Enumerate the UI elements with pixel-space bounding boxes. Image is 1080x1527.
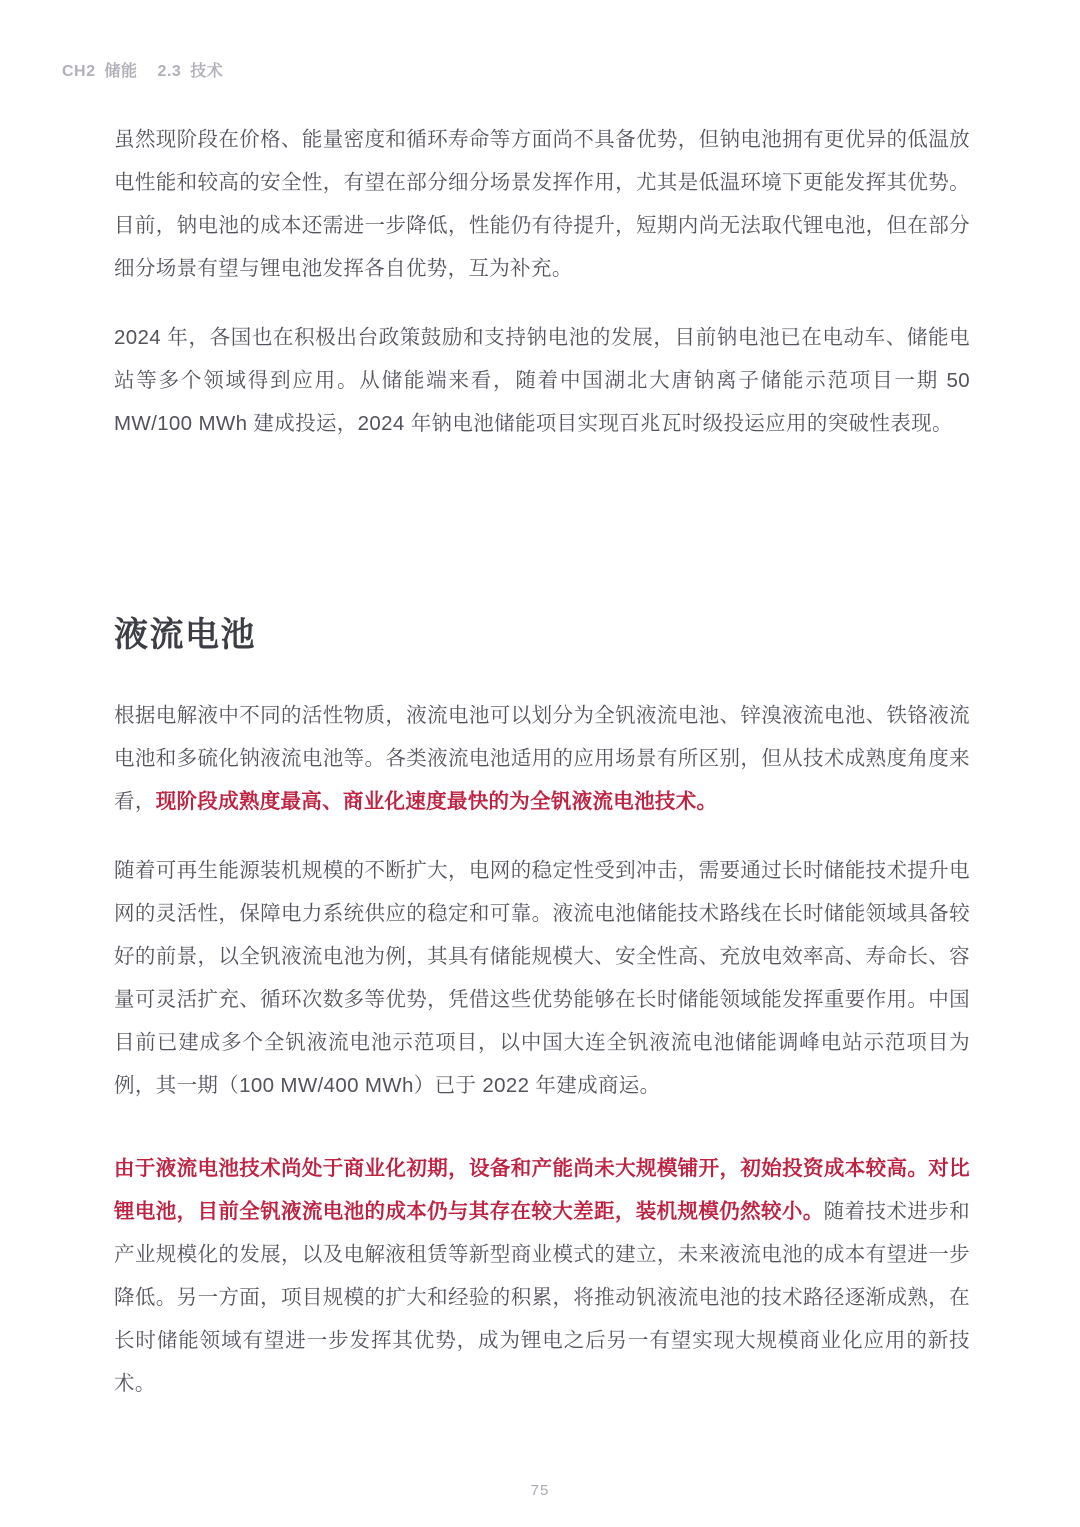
highlight-cost-gap: 由于液流电池技术尚处于商业化初期，设备和产能尚未大规模铺开，初始投资成本较高。对比锂电池，目前全钒液流电池的成本仍与其存在较大差距，装机规模仍然较小。	[114, 1156, 970, 1223]
page-title: 液流电池	[114, 616, 256, 654]
paragraph-sodium-2024-policy: 2024 年，各国也在积极出台政策鼓励和支持钠电池的发展，目前钠电池已在电动车、储能电站等多个领域得到应用。从储能端来看，随着中国湖北大唐钠离子储能示范项目一期 50 MW/100 MWh 建成投运，2024 年钠电池储能项目实现百兆瓦时级投运应用的突破性表现。	[114, 326, 970, 435]
header-chapter-name: 储能	[104, 63, 138, 80]
paragraph-long-duration-storage: 随着可再生能源装机规模的不断扩大，电网的稳定性受到冲击，需要通过长时储能技术提升电网的灵活性，保障电力系统供应的稳定和可靠。液流电池储能技术路线在长时储能领域具备较好的前景，以全钒液流电池为例，其具有储能规模大、安全性高、充放电效率高、寿命长、容量可灵活扩充、循环次数多等优势，凭借这些优势能够在长时储能领域能发挥重要作用。中国目前已建成多个全钒液流电池示范项目，以中国大连全钒液流电池储能调峰电站示范项目为例，其一期（100 MW/400 MWh）已于 2022 年建成商运。	[114, 858, 970, 1097]
highlight-vanadium-maturity: 现阶段成熟度最高、商业化速度最快的为全钒液流电池技术。	[155, 789, 718, 813]
header-section-name: 技术	[190, 63, 224, 80]
paragraph-flow-battery-types	[114, 694, 970, 823]
page-content	[114, 118, 970, 1405]
page-number: 75	[530, 1482, 550, 1499]
running-header	[62, 58, 223, 81]
paragraph-commercialization-cost	[114, 1147, 970, 1405]
header-chapter: CH2	[62, 63, 96, 80]
section-title-block	[114, 615, 970, 656]
paragraph-flow-battery-types-text: 根据电解液中不同的活性物质，液流电池可以划分为全钒液流电池、锌溴液流电池、铁铬液流电池和多硫化钠液流电池等。各类液流电池适用的应用场景有所区别，但从技术成熟度角度来看，	[114, 703, 970, 813]
paragraph-sodium-advantages: 虽然现阶段在价格、能量密度和循环寿命等方面尚不具备优势，但钠电池拥有更优异的低温放电性能和较高的安全性，有望在部分细分场景发挥作用，尤其是低温环境下更能发挥其优势。目前，钠电池的成本还需进一步降低，性能仍有待提升，短期内尚无法取代锂电池，但在部分细分场景有望与锂电池发挥各自优势，互为补充。	[114, 128, 970, 280]
header-section-number: 2.3	[157, 63, 182, 80]
paragraph-commercialization-cost-text: 随着技术进步和产业规模化的发展，以及电解液租赁等新型商业模式的建立，未来液流电池的成本有望进一步降低。另一方面，项目规模的扩大和经验的积累，将推动钒液流电池的技术路径逐渐成熟，在长时储能领域有望进一步发挥其优势，成为锂电之后另一有望实现大规模商业化应用的新技术。	[114, 1199, 971, 1395]
